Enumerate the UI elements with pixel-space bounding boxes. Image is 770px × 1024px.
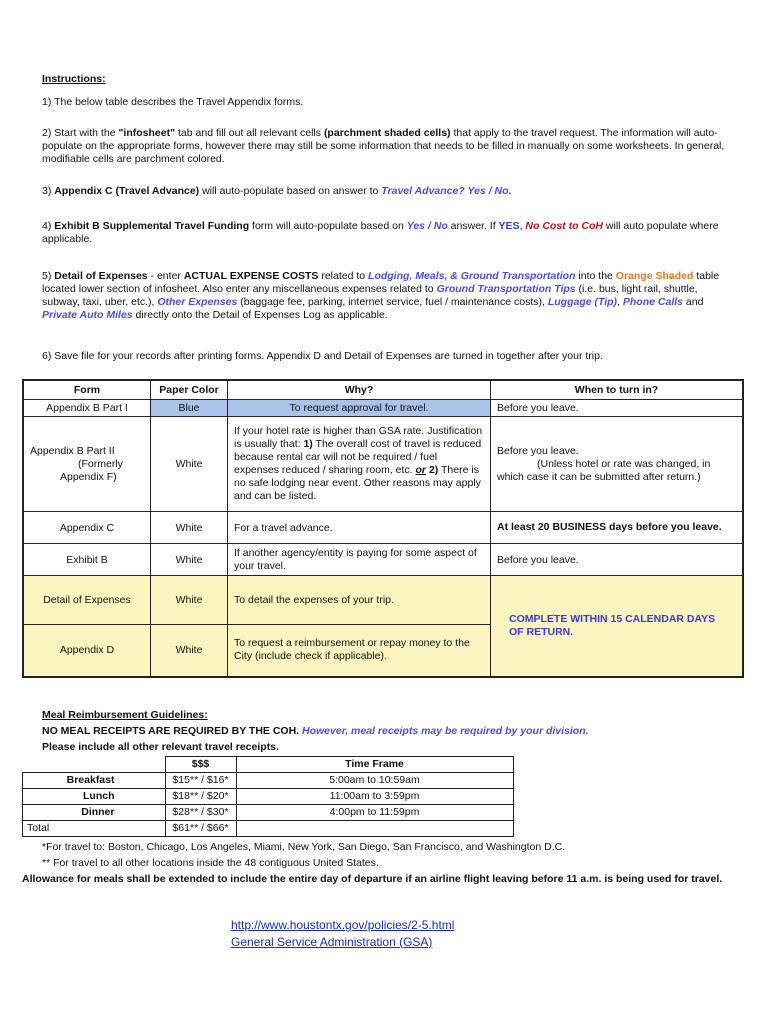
table-row — [23, 417, 743, 512]
text: Private Auto Miles — [42, 309, 133, 321]
header-form: Form — [23, 380, 151, 400]
text: Lodging, Meals, & Ground Transportation — [368, 270, 576, 282]
form-cell — [23, 417, 151, 512]
text: Exhibit B Supplemental Travel Funding — [54, 220, 250, 232]
header-paper-color: Paper Color — [151, 380, 228, 400]
text: There is no safe lodging near event. Other reasons may apply and can be listed. — [234, 464, 481, 502]
meal-row — [23, 805, 514, 821]
text: 3) — [42, 185, 55, 197]
text: into the — [575, 270, 616, 282]
meal-allowance: Allowance for meals shall be extended to include the entire day of departure if an airline flight leaving before 11 a.m. is being used for travel. — [22, 873, 723, 885]
table-row — [23, 512, 743, 544]
text: directly onto the Detail of Expenses Log as applicable. — [132, 309, 388, 321]
instructions-title: Instructions: — [42, 73, 106, 85]
form-cell: Detail of Expenses — [23, 576, 151, 625]
color-cell: White — [151, 417, 228, 512]
header-amount: $$$ — [165, 757, 236, 773]
instruction-1: 1) The below table describes the Travel Appendix forms. — [42, 96, 304, 108]
meal-time: 5:00am to 10:59am — [236, 773, 513, 789]
text: 5) — [42, 270, 55, 282]
form-cell: Appendix D — [23, 625, 151, 677]
text: will auto populate where applicable. — [42, 220, 719, 245]
text: table located lower section of infosheet. Also enter any miscellaneous expenses related to — [42, 270, 720, 295]
text: ACTUAL EXPENSE COSTS — [183, 270, 319, 282]
text: YES — [498, 220, 520, 232]
forms-table — [22, 379, 744, 678]
links — [231, 917, 454, 951]
color-cell: White — [151, 625, 228, 677]
text: Appendix C (Travel Advance) — [54, 185, 200, 197]
text: Yes / No — [406, 220, 448, 232]
text: 4) — [42, 220, 55, 232]
instruction-2 — [42, 127, 732, 166]
text: Detail of Expenses — [54, 270, 148, 282]
form-cell: Appendix B Part I — [23, 400, 151, 417]
header-time-frame: Time Frame — [236, 757, 513, 773]
text: NO MEAL RECEIPTS ARE REQUIRED BY THE COH. — [42, 725, 303, 737]
meal-other-receipts: Please include all other relevant travel receipts. — [42, 741, 279, 753]
form-cell: Exhibit B — [23, 544, 151, 576]
text: 2) Start with the — [42, 127, 119, 139]
text: Before you leave. — [497, 444, 579, 457]
meal-amount: $28** / $30* — [165, 805, 236, 821]
total-label: Total — [23, 821, 166, 837]
when-cell: At least 20 BUSINESS days before you leave. — [491, 512, 744, 544]
meal-time: 4:00pm to 11:59pm — [236, 805, 513, 821]
why-cell: For a travel advance. — [228, 512, 491, 544]
when-cell: Before you leave. — [491, 400, 744, 417]
meal-header-row — [23, 757, 514, 773]
header-when: When to turn in? — [491, 380, 744, 400]
instruction-6: 6) Save file for your records after printing forms. Appendix D and Detail of Expenses are turned in together after your trip. — [42, 350, 603, 362]
text: Appendix B Part II — [30, 444, 115, 457]
meal-amount: $15** / $16* — [165, 773, 236, 789]
text: related to — [318, 270, 369, 282]
meal-label: Breakfast — [23, 773, 166, 789]
text: (Unless hotel or rate was changed, in which case it can be submitted after return.) — [497, 457, 711, 483]
color-cell: White — [151, 512, 228, 544]
text: (Formerly — [78, 457, 123, 470]
text: or — [415, 464, 427, 476]
instruction-3 — [42, 185, 732, 198]
meal-amount: $18** / $20* — [165, 789, 236, 805]
text: , — [519, 220, 526, 232]
text: "infosheet" — [118, 127, 176, 139]
text: (i.e. bus, light rail, shuttle, subway, taxi, uber, etc.), — [42, 283, 698, 308]
table-row — [23, 400, 743, 417]
text: , — [617, 296, 623, 308]
meal-time: 11:00am to 3:59pm — [236, 789, 513, 805]
total-amount: $61** / $66* — [165, 821, 236, 837]
meal-receipts-line — [42, 725, 589, 738]
why-cell: To request a reimbursement or repay money to the City (include check if applicable). — [228, 625, 491, 677]
text: answer. If — [447, 220, 499, 232]
text: form will auto-populate based on — [249, 220, 407, 232]
color-cell: Blue — [151, 400, 228, 417]
empty-cell — [236, 821, 513, 837]
meal-title: Meal Reimbursement Guidelines: — [42, 709, 208, 721]
text: The overall cost of travel is reduced because rental car will not be required / fuel expenses reduced / sharing room, etc. — [234, 438, 482, 476]
text: No Cost to CoH — [525, 220, 603, 232]
gsa-link[interactable]: General Service Administration (GSA) — [231, 935, 433, 949]
text: - enter — [147, 270, 184, 282]
table-row — [23, 576, 743, 625]
meal-note-1: *For travel to: Boston, Chicago, Los Angeles, Miami, New York, San Diego, San Francisco, and Washington D.C. — [42, 841, 566, 853]
meal-row — [23, 789, 514, 805]
meal-note-2: ** For travel to all other locations inside the 48 contiguous United States. — [42, 857, 379, 869]
instruction-4 — [42, 220, 732, 246]
color-cell: White — [151, 544, 228, 576]
text: that apply to the travel request. The information will auto-populate on the appropriate forms, however there may still be some information that needs to be filled in manually on some worksheets. In general, modifiable cells are parchment colored. — [42, 127, 725, 165]
when-cell — [491, 576, 744, 677]
text: If your hotel rate is higher than GSA rate. Justification is usually that: — [234, 425, 483, 450]
text: and — [683, 296, 704, 308]
form-cell: Appendix C — [23, 512, 151, 544]
text: 1) — [303, 438, 313, 450]
meal-table — [22, 756, 514, 837]
text: will auto-populate based on answer to — [199, 185, 382, 197]
text: Travel Advance? Yes / No. — [381, 185, 512, 197]
instruction-5 — [42, 270, 732, 322]
why-cell: To detail the expenses of your trip. — [228, 576, 491, 625]
header-why: Why? — [228, 380, 491, 400]
meal-label: Lunch — [23, 789, 166, 805]
when-cell: Before you leave. — [491, 544, 744, 576]
when-cell — [491, 417, 744, 512]
why-cell: If another agency/entity is paying for some aspect of your travel. — [228, 544, 491, 576]
text: Phone Calls — [622, 296, 683, 308]
table-row — [23, 544, 743, 576]
text: Luggage (Tip) — [547, 296, 618, 308]
why-cell — [228, 417, 491, 512]
empty-cell — [23, 757, 166, 773]
text: Appendix F) — [60, 470, 117, 483]
text: (parchment shaded cells) — [323, 127, 451, 139]
text: Other Expenses — [157, 296, 238, 308]
text: 2) — [428, 464, 439, 476]
color-cell: White — [151, 576, 228, 625]
meal-label: Dinner — [23, 805, 166, 821]
policy-link[interactable]: http://www.houstontx.gov/policies/2-5.html — [231, 918, 455, 932]
text: Orange Shaded — [615, 270, 694, 282]
table-header-row — [23, 380, 743, 400]
text: COMPLETE WITHIN 15 CALENDAR DAYS OF RETURN. — [509, 612, 716, 638]
why-cell: To request approval for travel. — [228, 400, 491, 417]
text: However, meal receipts may be required by your division. — [302, 725, 589, 737]
text: (baggage fee, parking, internet service, fuel / maintenance costs), — [237, 296, 548, 308]
text: tab and fill out all relevant cells — [175, 127, 324, 139]
text: Ground Transportation Tips — [436, 283, 576, 295]
meal-total-row — [23, 821, 514, 837]
meal-row — [23, 773, 514, 789]
